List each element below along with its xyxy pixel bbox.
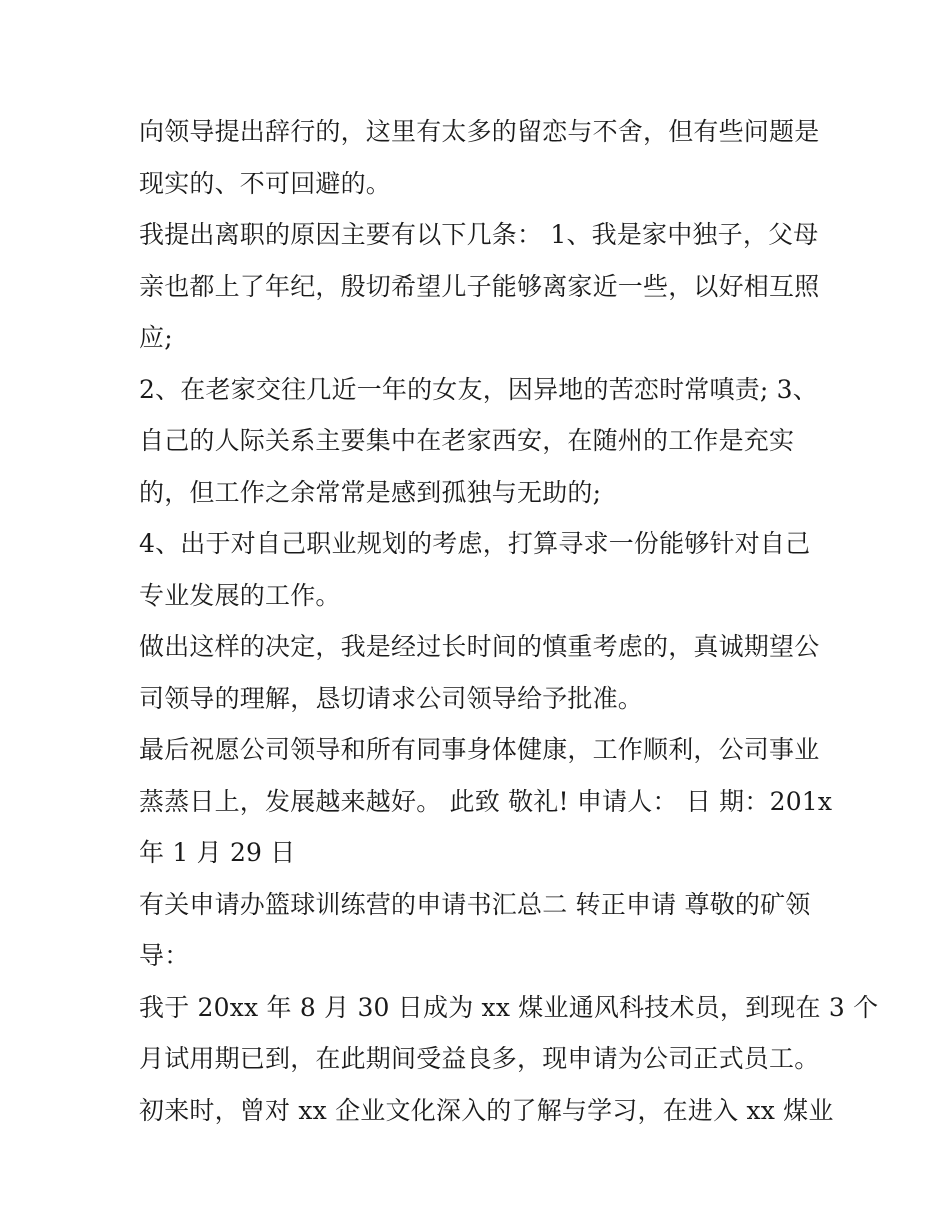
text-line: 4、出于对自己职业规划的考虑，打算寻求一份能够针对自己 [139,529,811,558]
text-line: 的，但工作之余常常是感到孤独与无助的; [139,477,602,507]
text-line: 有关申请办篮球训练营的申请书汇总二 转正申请 尊敬的矿领 [139,889,811,919]
text-line: 自己的人际关系主要集中在老家西安，在随州的工作是充实 [139,426,795,455]
text-line: 专业发展的工作。 [139,580,341,610]
text-line: 月试用期已到，在此期间受益良多，现申请为公司正式员工。 [139,1044,820,1073]
text-line: 亲也都上了年纪，殷切希望儿子能够离家近一些，以好相互照 [139,271,820,301]
text-line: 最后祝愿公司领导和所有同事身体健康，工作顺利，公司事业 [139,735,820,764]
text-line: 应; [139,323,173,352]
document-text-body [139,106,879,1136]
text-line: 我提出离职的原因主要有以下几条： 1、我是家中独子，父母 [139,220,819,249]
text-line: 年 1 月 29 日 [139,838,296,867]
text-line: 蒸蒸日上，发展越来越好。 此致 敬礼! 申请人： 日 期：201x [139,786,833,816]
text-line: 司领导的理解，恳切请求公司领导给予批准。 [139,683,644,713]
text-line: 初来时，曾对 xx 企业文化深入的了解与学习，在进入 xx 煤业 [139,1095,834,1125]
text-line: 导： [139,941,190,970]
text-line: 2、在老家交往几近一年的女友，因异地的苦恋时常嗔责; 3、 [139,374,818,404]
text-line: 做出这样的决定，我是经过长时间的慎重考虑的，真诚期望公 [139,632,820,661]
text-line: 我于 20xx 年 8 月 30 日成为 xx 煤业通风科技术员，到现在 3 个 [139,992,879,1022]
text-line: 向领导提出辞行的，这里有太多的留恋与不舍，但有些问题是 [139,117,820,146]
text-line: 现实的、不可回避的。 [139,168,392,198]
